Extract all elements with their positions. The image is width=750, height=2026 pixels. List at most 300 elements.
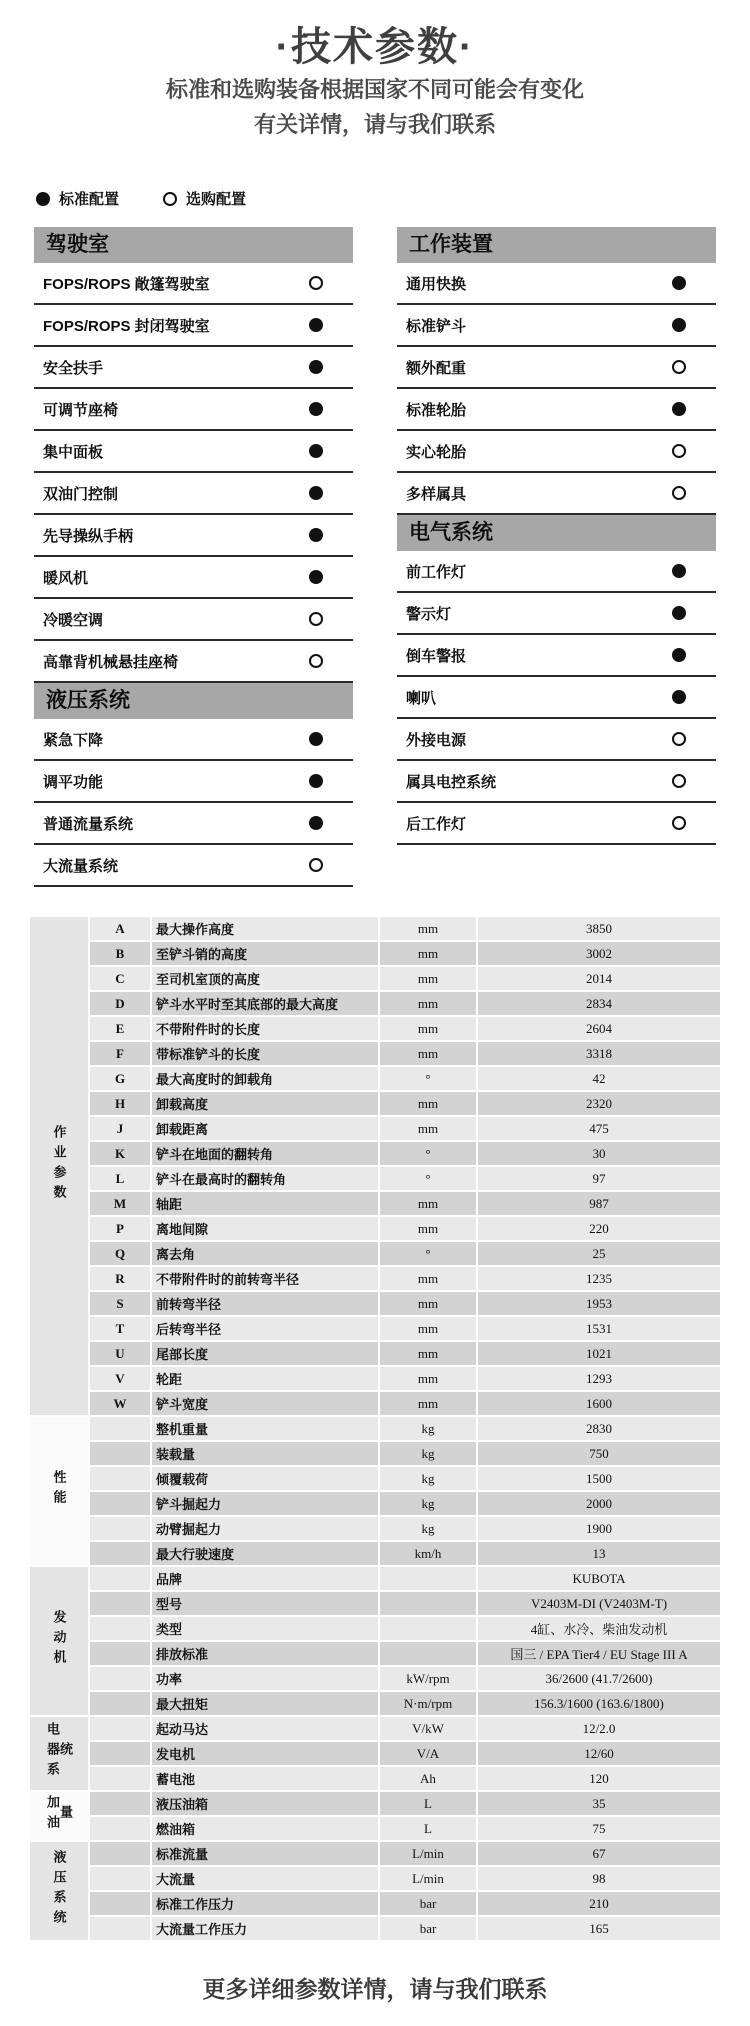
config-row bbox=[34, 389, 353, 431]
value-cell: 2834 bbox=[478, 992, 720, 1015]
unit-cell: kg bbox=[380, 1442, 476, 1465]
config-row-label: 安全扶手 bbox=[43, 359, 104, 377]
optional-dot-icon bbox=[672, 732, 686, 746]
standard-dot-icon bbox=[309, 486, 323, 500]
config-row-label: 多样属具 bbox=[406, 485, 467, 503]
parameter-label-cell: 后转弯半径 bbox=[152, 1317, 378, 1340]
config-row bbox=[397, 593, 716, 635]
dimension-letter-cell: E bbox=[90, 1017, 150, 1040]
table-row bbox=[30, 1142, 720, 1165]
value-cell: 98 bbox=[478, 1867, 720, 1890]
value-cell: 165 bbox=[478, 1917, 720, 1940]
parameter-label-cell: 大流量 bbox=[152, 1867, 378, 1890]
category-cell bbox=[30, 917, 88, 1415]
config-row bbox=[34, 845, 353, 887]
value-cell: 750 bbox=[478, 1442, 720, 1465]
optional-dot-icon bbox=[309, 276, 323, 290]
unit-cell: mm bbox=[380, 1292, 476, 1315]
config-row-label: 标准铲斗 bbox=[406, 317, 467, 335]
unit-cell: mm bbox=[380, 1317, 476, 1340]
value-cell: 1235 bbox=[478, 1267, 720, 1290]
config-row-label: 额外配重 bbox=[406, 359, 467, 377]
dimension-letter-cell: T bbox=[90, 1317, 150, 1340]
optional-dot-icon bbox=[163, 192, 177, 206]
config-section bbox=[397, 227, 716, 515]
parameter-label-cell: 离地间隙 bbox=[152, 1217, 378, 1240]
config-column-right bbox=[397, 227, 716, 845]
dimension-letter-cell bbox=[90, 1667, 150, 1690]
table-row bbox=[30, 1892, 720, 1915]
dimension-letter-cell: J bbox=[90, 1117, 150, 1140]
parameter-label-cell: 铲斗在地面的翻转角 bbox=[152, 1142, 378, 1165]
standard-dot-icon bbox=[672, 402, 686, 416]
unit-cell: bar bbox=[380, 1892, 476, 1915]
unit-cell: mm bbox=[380, 1017, 476, 1040]
unit-cell: kg bbox=[380, 1517, 476, 1540]
config-row-label: 外接电源 bbox=[406, 731, 467, 749]
config-section bbox=[397, 515, 716, 845]
optional-dot-icon bbox=[672, 444, 686, 458]
unit-cell: mm bbox=[380, 1092, 476, 1115]
dimension-letter-cell: B bbox=[90, 942, 150, 965]
value-cell: 120 bbox=[478, 1767, 720, 1790]
config-row-label: 暖风机 bbox=[43, 569, 89, 587]
unit-cell: kg bbox=[380, 1467, 476, 1490]
parameter-label-cell: 品牌 bbox=[152, 1567, 378, 1590]
subtitle-line-1: 标准和选购装备根据国家不同可能会有变化 bbox=[165, 77, 584, 102]
dimension-letter-cell bbox=[90, 1692, 150, 1715]
dimension-letter-cell bbox=[90, 1542, 150, 1565]
standard-dot-icon bbox=[309, 528, 323, 542]
spec-table bbox=[28, 915, 722, 1942]
config-row bbox=[397, 719, 716, 761]
unit-cell: mm bbox=[380, 1367, 476, 1390]
unit-cell: mm bbox=[380, 1217, 476, 1240]
config-row bbox=[397, 305, 716, 347]
config-row bbox=[34, 515, 353, 557]
unit-cell: mm bbox=[380, 967, 476, 990]
value-cell: 1021 bbox=[478, 1342, 720, 1365]
config-row-label: 通用快换 bbox=[406, 275, 467, 293]
unit-cell: mm bbox=[380, 1117, 476, 1140]
config-row bbox=[34, 719, 353, 761]
dimension-letter-cell bbox=[90, 1517, 150, 1540]
table-row bbox=[30, 1817, 720, 1840]
parameter-label-cell: 轮距 bbox=[152, 1367, 378, 1390]
config-section bbox=[34, 683, 353, 887]
unit-cell: mm bbox=[380, 1342, 476, 1365]
table-row bbox=[30, 1117, 720, 1140]
value-cell: 2320 bbox=[478, 1092, 720, 1115]
unit-cell: L bbox=[380, 1817, 476, 1840]
table-row bbox=[30, 1567, 720, 1590]
config-row-label: 标准轮胎 bbox=[406, 401, 467, 419]
table-row bbox=[30, 1717, 720, 1740]
table-row bbox=[30, 1292, 720, 1315]
parameter-label-cell: 铲斗宽度 bbox=[152, 1392, 378, 1415]
dimension-letter-cell: C bbox=[90, 967, 150, 990]
config-row-label: 双油门控制 bbox=[43, 485, 119, 503]
dimension-letter-cell bbox=[90, 1617, 150, 1640]
config-row bbox=[397, 389, 716, 431]
dimension-letter-cell: D bbox=[90, 992, 150, 1015]
unit-cell: kg bbox=[380, 1417, 476, 1440]
config-row-label: 先导操纵手柄 bbox=[43, 527, 134, 545]
table-row bbox=[30, 1442, 720, 1465]
unit-cell: Ah bbox=[380, 1767, 476, 1790]
config-row-label: 大流量系统 bbox=[43, 857, 119, 875]
config-row-label: 集中面板 bbox=[43, 443, 104, 461]
value-cell: 97 bbox=[478, 1167, 720, 1190]
config-row bbox=[34, 347, 353, 389]
config-row-label: 警示灯 bbox=[406, 605, 452, 623]
parameter-label-cell: 蓄电池 bbox=[152, 1767, 378, 1790]
unit-cell: N·m/rpm bbox=[380, 1692, 476, 1715]
config-row bbox=[397, 347, 716, 389]
unit-cell: bar bbox=[380, 1917, 476, 1940]
table-row bbox=[30, 1792, 720, 1815]
unit-cell: L/min bbox=[380, 1842, 476, 1865]
optional-dot-icon bbox=[672, 360, 686, 374]
category-label: 作业参数 bbox=[51, 1124, 67, 1205]
parameter-label-cell: 至司机室顶的高度 bbox=[152, 967, 378, 990]
config-row-label: 倒车警报 bbox=[406, 647, 467, 665]
value-cell: 3002 bbox=[478, 942, 720, 965]
table-row bbox=[30, 1267, 720, 1290]
table-row bbox=[30, 1642, 720, 1665]
dimension-letter-cell bbox=[90, 1792, 150, 1815]
parameter-label-cell: 卸载距离 bbox=[152, 1117, 378, 1140]
unit-cell: km/h bbox=[380, 1542, 476, 1565]
value-cell: 35 bbox=[478, 1792, 720, 1815]
category-cell bbox=[30, 1567, 88, 1715]
optional-dot-icon bbox=[672, 486, 686, 500]
dimension-letter-cell: P bbox=[90, 1217, 150, 1240]
parameter-label-cell: 最大高度时的卸载角 bbox=[152, 1067, 378, 1090]
standard-dot-icon bbox=[309, 816, 323, 830]
section-header: 工作装置 bbox=[397, 227, 716, 263]
dimension-letter-cell bbox=[90, 1842, 150, 1865]
table-row bbox=[30, 1517, 720, 1540]
parameter-label-cell: 整机重量 bbox=[152, 1417, 378, 1440]
footer-note: 更多详细参数详情，请与我们联系 bbox=[202, 1976, 548, 2002]
value-cell: 1500 bbox=[478, 1467, 720, 1490]
unit-cell: V/A bbox=[380, 1742, 476, 1765]
category-label: 性能 bbox=[51, 1469, 67, 1510]
config-row bbox=[34, 557, 353, 599]
value-cell: 210 bbox=[478, 1892, 720, 1915]
value-cell: 2014 bbox=[478, 967, 720, 990]
dimension-letter-cell: M bbox=[90, 1192, 150, 1215]
standard-dot-icon bbox=[672, 648, 686, 662]
parameter-label-cell: 发电机 bbox=[152, 1742, 378, 1765]
config-section bbox=[34, 227, 353, 683]
config-row-label: 普通流量系统 bbox=[43, 815, 134, 833]
value-cell: 1900 bbox=[478, 1517, 720, 1540]
table-row bbox=[30, 1742, 720, 1765]
table-row bbox=[30, 992, 720, 1015]
dimension-letter-cell bbox=[90, 1867, 150, 1890]
parameter-label-cell: 型号 bbox=[152, 1592, 378, 1615]
parameter-label-cell: 不带附件时的前转弯半径 bbox=[152, 1267, 378, 1290]
equipment-config-tables bbox=[34, 227, 716, 887]
category-label: 电器系统 bbox=[45, 1722, 73, 1782]
dimension-letter-cell bbox=[90, 1817, 150, 1840]
dimension-letter-cell bbox=[90, 1442, 150, 1465]
table-row bbox=[30, 1167, 720, 1190]
config-row-label: 冷暖空调 bbox=[43, 611, 104, 629]
legend-optional-label: 选购配置 bbox=[186, 191, 247, 208]
optional-dot-icon bbox=[309, 654, 323, 668]
parameter-label-cell: 卸载高度 bbox=[152, 1092, 378, 1115]
unit-cell bbox=[380, 1642, 476, 1665]
value-cell: 1600 bbox=[478, 1392, 720, 1415]
table-row bbox=[30, 942, 720, 965]
value-cell: 3850 bbox=[478, 917, 720, 940]
legend-optional bbox=[163, 188, 246, 209]
value-cell: 1953 bbox=[478, 1292, 720, 1315]
optional-dot-icon bbox=[672, 816, 686, 830]
dimension-letter-cell bbox=[90, 1417, 150, 1440]
config-row bbox=[397, 677, 716, 719]
parameter-label-cell: 不带附件时的长度 bbox=[152, 1017, 378, 1040]
table-row bbox=[30, 1867, 720, 1890]
unit-cell: mm bbox=[380, 917, 476, 940]
optional-dot-icon bbox=[309, 858, 323, 872]
config-row bbox=[397, 431, 716, 473]
table-row bbox=[30, 1692, 720, 1715]
category-label: 液压系统 bbox=[51, 1849, 67, 1930]
unit-cell: ° bbox=[380, 1242, 476, 1265]
standard-dot-icon bbox=[672, 318, 686, 332]
dimension-letter-cell: U bbox=[90, 1342, 150, 1365]
section-header: 电气系统 bbox=[397, 515, 716, 551]
standard-dot-icon bbox=[672, 564, 686, 578]
parameter-label-cell: 铲斗水平时至其底部的最大高度 bbox=[152, 992, 378, 1015]
parameter-label-cell: 最大行驶速度 bbox=[152, 1542, 378, 1565]
category-label: 发动机 bbox=[51, 1609, 67, 1670]
value-cell: 12/2.0 bbox=[478, 1717, 720, 1740]
config-row-label: 调平功能 bbox=[43, 773, 104, 791]
config-row bbox=[34, 599, 353, 641]
config-row-label: 可调节座椅 bbox=[43, 401, 119, 419]
table-row bbox=[30, 1842, 720, 1865]
config-row bbox=[397, 803, 716, 845]
value-cell: 2830 bbox=[478, 1417, 720, 1440]
config-row bbox=[397, 761, 716, 803]
category-cell bbox=[30, 1717, 88, 1790]
table-row bbox=[30, 1192, 720, 1215]
value-cell: 987 bbox=[478, 1192, 720, 1215]
unit-cell: kW/rpm bbox=[380, 1667, 476, 1690]
config-row bbox=[34, 761, 353, 803]
unit-cell: mm bbox=[380, 1392, 476, 1415]
table-row bbox=[30, 1767, 720, 1790]
parameter-label-cell: 标准工作压力 bbox=[152, 1892, 378, 1915]
value-cell: 2000 bbox=[478, 1492, 720, 1515]
config-row-label: 属具电控系统 bbox=[406, 773, 497, 791]
config-row bbox=[34, 305, 353, 347]
dimension-letter-cell: L bbox=[90, 1167, 150, 1190]
unit-cell: L/min bbox=[380, 1867, 476, 1890]
config-row bbox=[397, 473, 716, 515]
standard-dot-icon bbox=[672, 690, 686, 704]
dimension-letter-cell: V bbox=[90, 1367, 150, 1390]
table-row bbox=[30, 1017, 720, 1040]
unit-cell: ° bbox=[380, 1142, 476, 1165]
dimension-letter-cell: S bbox=[90, 1292, 150, 1315]
table-row bbox=[30, 1317, 720, 1340]
table-row bbox=[30, 1467, 720, 1490]
value-cell: 42 bbox=[478, 1067, 720, 1090]
config-row bbox=[34, 641, 353, 683]
category-cell bbox=[30, 1842, 88, 1940]
table-row bbox=[30, 1392, 720, 1415]
dimension-letter-cell bbox=[90, 1567, 150, 1590]
table-row bbox=[30, 1417, 720, 1440]
config-row-label: 紧急下降 bbox=[43, 731, 104, 749]
unit-cell: ° bbox=[380, 1067, 476, 1090]
parameter-label-cell: 大流量工作压力 bbox=[152, 1917, 378, 1940]
value-cell: 13 bbox=[478, 1542, 720, 1565]
unit-cell bbox=[380, 1617, 476, 1640]
value-cell: 国三 / EPA Tier4 / EU Stage III A bbox=[478, 1642, 720, 1665]
table-row bbox=[30, 1042, 720, 1065]
config-column-left bbox=[34, 227, 353, 887]
parameter-label-cell: 带标准铲斗的长度 bbox=[152, 1042, 378, 1065]
parameter-label-cell: 功率 bbox=[152, 1667, 378, 1690]
dimension-letter-cell bbox=[90, 1492, 150, 1515]
parameter-label-cell: 类型 bbox=[152, 1617, 378, 1640]
config-row-label: 喇叭 bbox=[406, 689, 437, 707]
section-header: 液压系统 bbox=[34, 683, 353, 719]
config-row bbox=[397, 551, 716, 593]
parameter-label-cell: 铲斗在最高时的翻转角 bbox=[152, 1167, 378, 1190]
parameter-label-cell: 燃油箱 bbox=[152, 1817, 378, 1840]
value-cell: 75 bbox=[478, 1817, 720, 1840]
config-row-label: 高靠背机械悬挂座椅 bbox=[43, 653, 179, 671]
value-cell: 3318 bbox=[478, 1042, 720, 1065]
table-row bbox=[30, 1617, 720, 1640]
unit-cell: ° bbox=[380, 1167, 476, 1190]
config-row-label: 后工作灯 bbox=[406, 815, 467, 833]
config-row-label: FOPS/ROPS 敞篷驾驶室 bbox=[43, 275, 210, 293]
standard-dot-icon bbox=[309, 570, 323, 584]
dimension-letter-cell: Q bbox=[90, 1242, 150, 1265]
unit-cell bbox=[380, 1567, 476, 1590]
parameter-label-cell: 标准流量 bbox=[152, 1842, 378, 1865]
unit-cell: L bbox=[380, 1792, 476, 1815]
config-row-label: 前工作灯 bbox=[406, 563, 467, 581]
parameter-label-cell: 动臂掘起力 bbox=[152, 1517, 378, 1540]
dimension-letter-cell: K bbox=[90, 1142, 150, 1165]
optional-dot-icon bbox=[309, 612, 323, 626]
value-cell: 156.3/1600 (163.6/1800) bbox=[478, 1692, 720, 1715]
table-row bbox=[30, 967, 720, 990]
standard-dot-icon bbox=[309, 402, 323, 416]
unit-cell: kg bbox=[380, 1492, 476, 1515]
unit-cell: V/kW bbox=[380, 1717, 476, 1740]
unit-cell: mm bbox=[380, 1192, 476, 1215]
value-cell: 1531 bbox=[478, 1317, 720, 1340]
standard-dot-icon bbox=[672, 606, 686, 620]
unit-cell: mm bbox=[380, 1042, 476, 1065]
dimension-letter-cell bbox=[90, 1742, 150, 1765]
legend bbox=[36, 188, 750, 209]
page-title: ·技术参数· bbox=[275, 25, 475, 69]
table-row bbox=[30, 1367, 720, 1390]
value-cell: 1293 bbox=[478, 1367, 720, 1390]
category-cell bbox=[30, 1792, 88, 1840]
parameter-label-cell: 铲斗掘起力 bbox=[152, 1492, 378, 1515]
table-row bbox=[30, 1917, 720, 1940]
unit-cell: mm bbox=[380, 942, 476, 965]
standard-dot-icon bbox=[672, 276, 686, 290]
table-row bbox=[30, 1492, 720, 1515]
dimension-letter-cell: A bbox=[90, 917, 150, 940]
dimension-letter-cell bbox=[90, 1592, 150, 1615]
dimension-letter-cell bbox=[90, 1917, 150, 1940]
standard-dot-icon bbox=[309, 732, 323, 746]
config-row bbox=[34, 473, 353, 515]
config-row-label: 实心轮胎 bbox=[406, 443, 467, 461]
value-cell: KUBOTA bbox=[478, 1567, 720, 1590]
parameter-label-cell: 前转弯半径 bbox=[152, 1292, 378, 1315]
parameter-label-cell: 离去角 bbox=[152, 1242, 378, 1265]
value-cell: 67 bbox=[478, 1842, 720, 1865]
unit-cell: mm bbox=[380, 1267, 476, 1290]
dimension-letter-cell bbox=[90, 1767, 150, 1790]
value-cell: 30 bbox=[478, 1142, 720, 1165]
standard-dot-icon bbox=[309, 360, 323, 374]
legend-standard bbox=[36, 188, 119, 209]
table-row bbox=[30, 1342, 720, 1365]
config-row bbox=[397, 635, 716, 677]
dimension-letter-cell bbox=[90, 1642, 150, 1665]
value-cell: 25 bbox=[478, 1242, 720, 1265]
config-row-label: FOPS/ROPS 封闭驾驶室 bbox=[43, 317, 210, 335]
dimension-letter-cell bbox=[90, 1467, 150, 1490]
value-cell: 36/2600 (41.7/2600) bbox=[478, 1667, 720, 1690]
table-row bbox=[30, 1542, 720, 1565]
section-header: 驾驶室 bbox=[34, 227, 353, 263]
dimension-letter-cell bbox=[90, 1717, 150, 1740]
dimension-letter-cell bbox=[90, 1892, 150, 1915]
dimension-letter-cell: F bbox=[90, 1042, 150, 1065]
parameter-label-cell: 最大操作高度 bbox=[152, 917, 378, 940]
parameter-label-cell: 液压油箱 bbox=[152, 1792, 378, 1815]
value-cell: 2604 bbox=[478, 1017, 720, 1040]
optional-dot-icon bbox=[672, 774, 686, 788]
subtitle-line-2: 有关详情，请与我们联系 bbox=[253, 112, 496, 137]
value-cell: V2403M-DI (V2403M-T) bbox=[478, 1592, 720, 1615]
parameter-label-cell: 装载量 bbox=[152, 1442, 378, 1465]
table-row bbox=[30, 1092, 720, 1115]
category-cell bbox=[30, 1417, 88, 1565]
table-row bbox=[30, 1217, 720, 1240]
parameter-label-cell: 起动马达 bbox=[152, 1717, 378, 1740]
standard-dot-icon bbox=[309, 444, 323, 458]
legend-standard-label: 标准配置 bbox=[59, 191, 120, 208]
table-row bbox=[30, 1667, 720, 1690]
dimension-letter-cell: W bbox=[90, 1392, 150, 1415]
parameter-label-cell: 最大扭矩 bbox=[152, 1692, 378, 1715]
config-row bbox=[34, 431, 353, 473]
parameter-label-cell: 轴距 bbox=[152, 1192, 378, 1215]
standard-dot-icon bbox=[309, 318, 323, 332]
parameter-label-cell: 至铲斗销的高度 bbox=[152, 942, 378, 965]
standard-dot-icon bbox=[36, 192, 50, 206]
